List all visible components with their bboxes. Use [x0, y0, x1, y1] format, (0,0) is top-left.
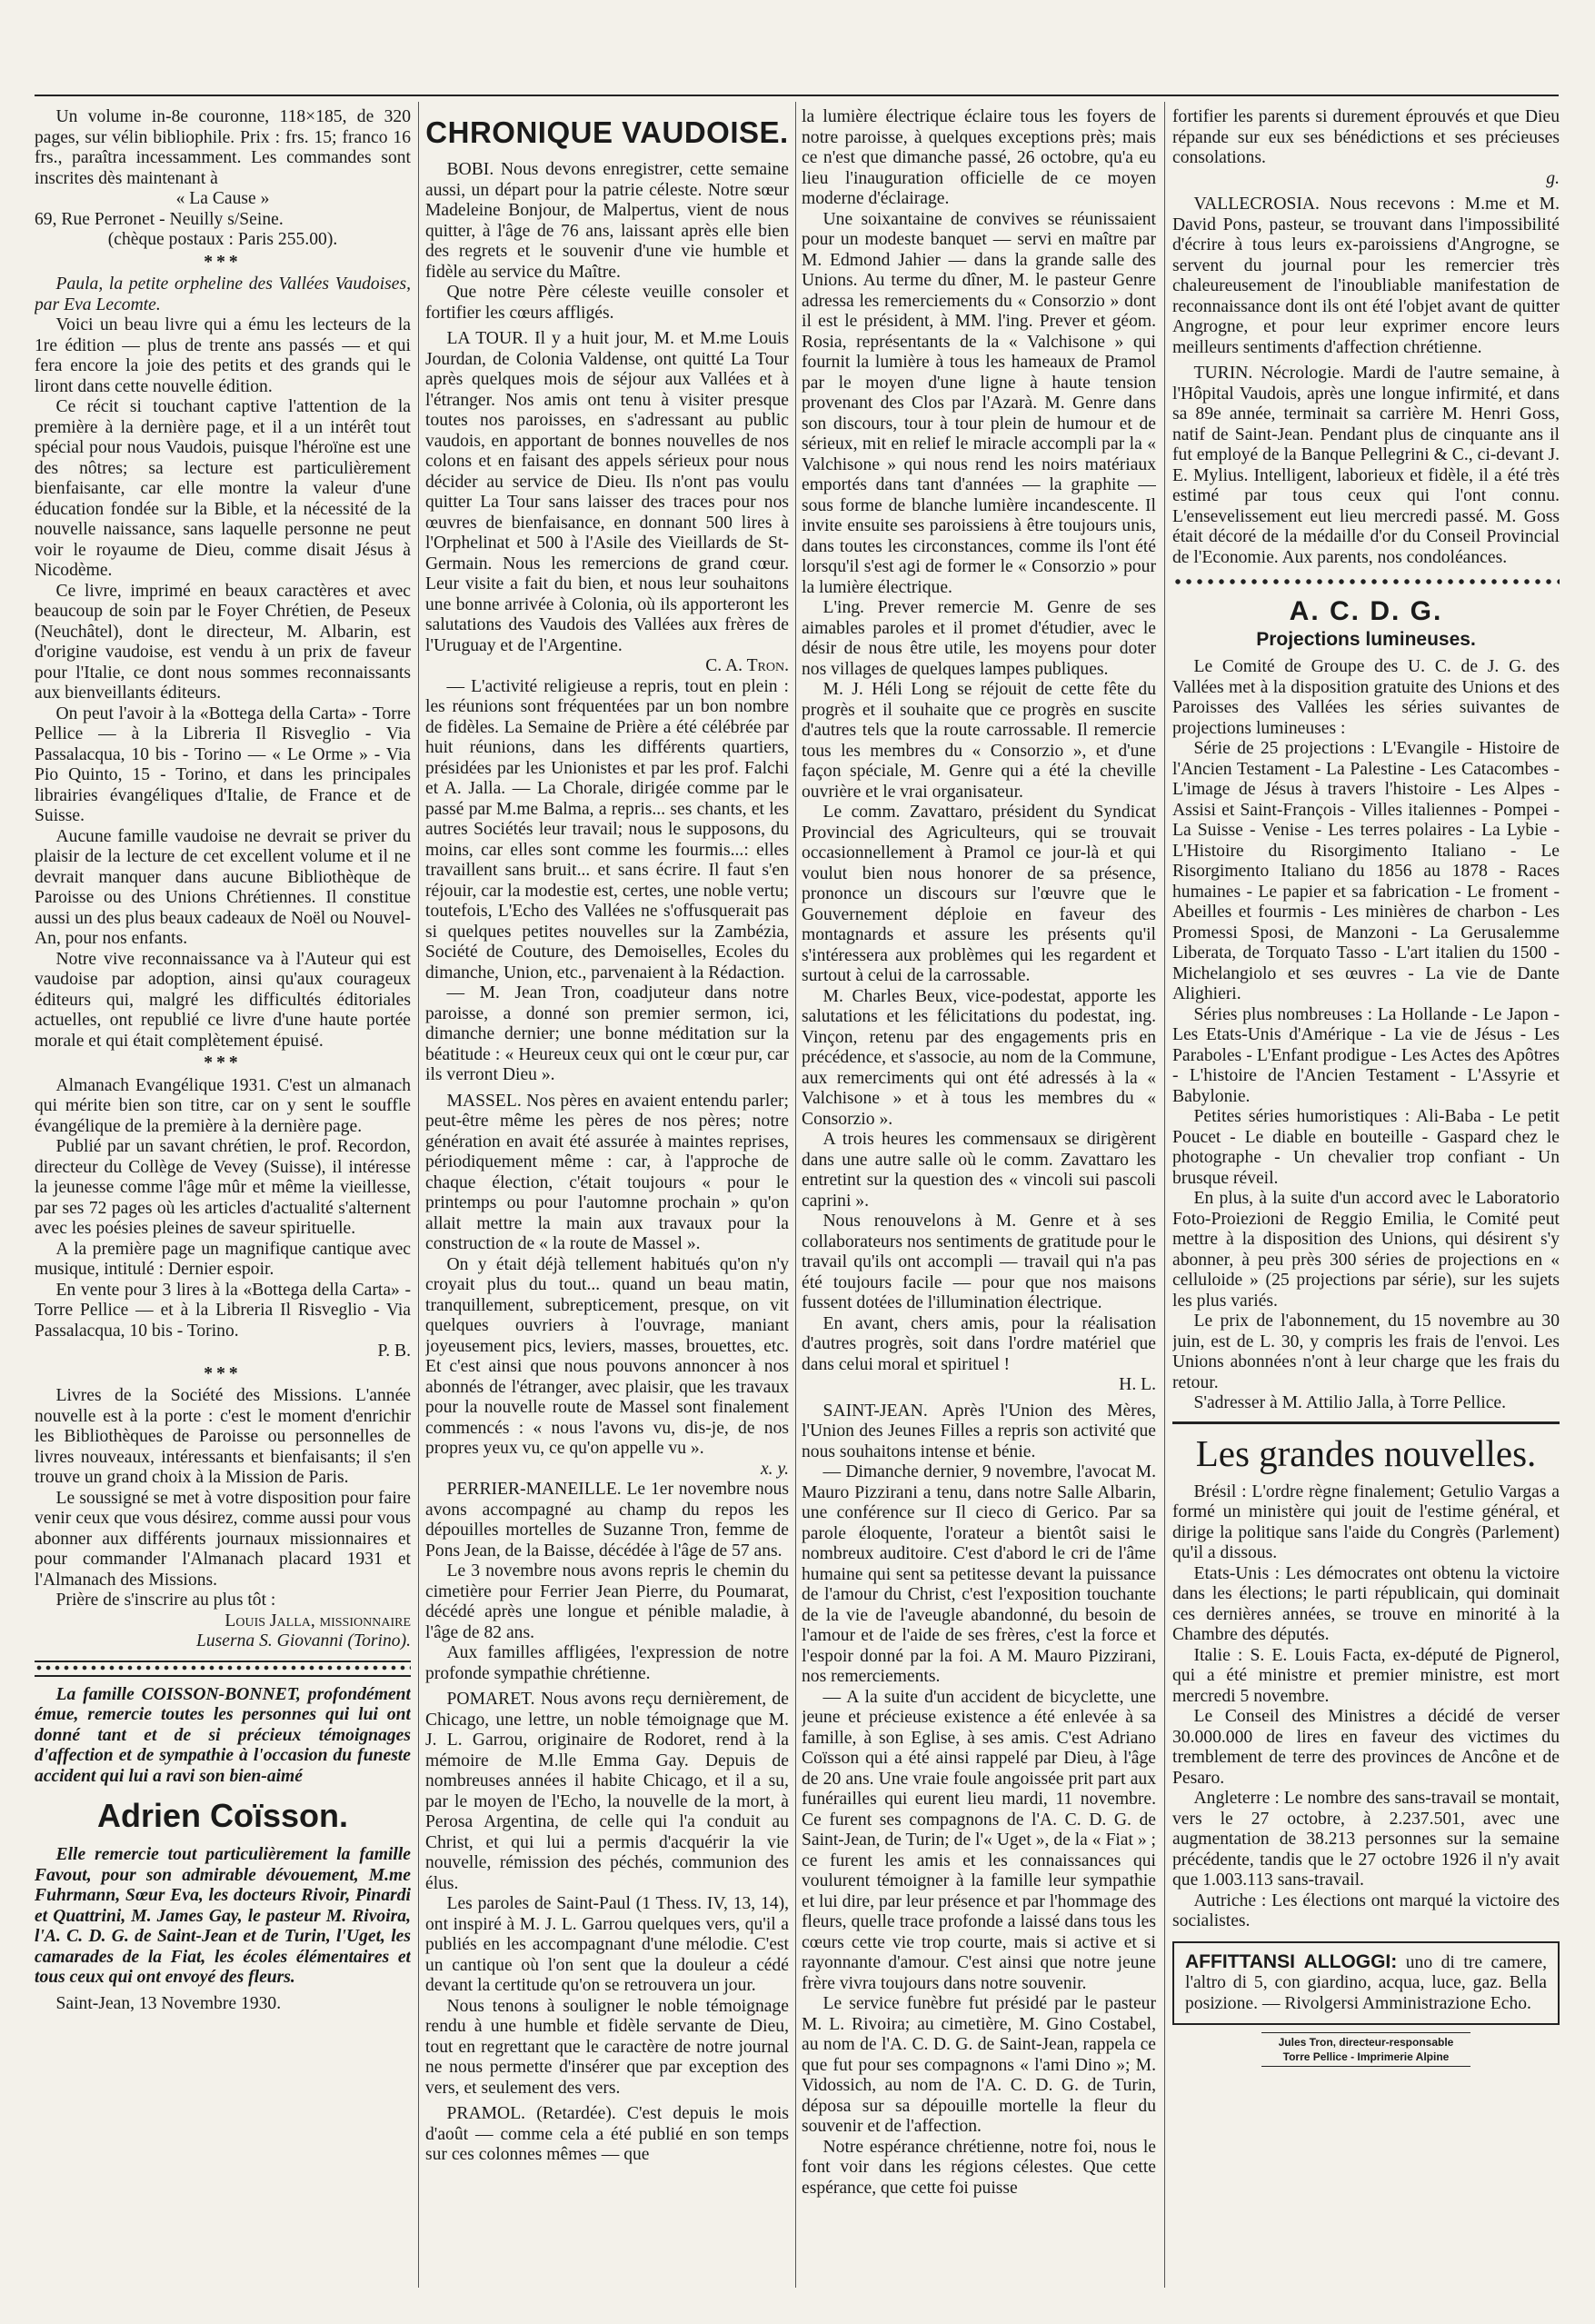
imprint-director: Jules Tron, directeur-responsable: [1278, 2036, 1454, 2049]
paragraph: Almanach Evangélique 1931. C'est un almanach qui mérite bien son titre, car on y sent le souffle évangélique de la première à la dernière page.: [35, 1075, 411, 1136]
paragraph: Séries plus nombreuses : La Hollande - Le Japon - Les Etats-Unis d'Amérique - La vie de Jésus - Les Paraboles - L'Enfant prodigue - Les Actes des Apôtres - L'histoire de l'Ancien Testament - L'Assyrie et Babylonie.: [1172, 1004, 1560, 1106]
paragraph: fortifier les parents si durement éprouvés et que Dieu répande sur eux ses bénédictions et ses précieuses consolations.: [1172, 107, 1560, 167]
paragraph: POMARET. Nous avons reçu dernièrement, de Chicago, une lettre, un noble témoignage que M. J. L. Garrou, originaire de Rodoret, rend à la mémoire de M.lle Emma Gay. Depuis de nombreuses années il habite Chicago, et il a su, par le moyen de l'Echo, la nouvelle de la mort, à Perosa Argentina, de celle qui l'a conduit au Christ, et qui lui a permis d'acquérir la vie nouvelle, rémission des péchés, communion des élus.: [425, 1690, 789, 1893]
date-line: Saint-Jean, 13 Novembre 1930.: [55, 1993, 282, 2013]
paragraph: SAINT-JEAN. Après l'Union des Mères, l'Union des Jeunes Filles a repris son activité que nous souhaitons intense et bénie.: [802, 1401, 1156, 1461]
column-separator: [418, 102, 419, 2288]
book-title: Paula, la petite orpheline des Vallées Vaudoises, par Eva Lecomte.: [35, 274, 411, 314]
signature: P. B.: [377, 1342, 411, 1361]
imprint-printer: Torre Pellice - Imprimerie Alpine: [1282, 2050, 1450, 2063]
paragraph: — L'activité religieuse a repris, tout en plein : les réunions sont fréquentées par un bon nombre de fidèles. La Semaine de Prière a été célébrée par huit réunions, dans les différents quartiers, présidées par les Unionistes et par les prof. Falchi et A. Jalla. — La Chorale, dirigée comme par le passé par M.me Balma, a repris... ses chants, et les autres Sociétés leur travail; nous le supposons, du moins, car elles sont comme les fourmis...: elles travaillent sans bruit... et sans écrire. Il faut s'en réjouir, car la modestie est, certes, une noble vertu; toutefois, L'Echo des Vallées ne s'offusquerait pas si quelques petites nouvelles sur la Zambézia, Société de Couture, des Demoiselles, Ecoles du dimanche, Union, etc., parvenaient à la Rédaction.: [425, 676, 789, 982]
paragraph: Aux familles affligées, l'expression de notre profonde sympathie chrétienne.: [425, 1643, 789, 1683]
address-line: (chèque postaux : Paris 255.00).: [107, 230, 338, 249]
section-title: A. C. D. G.: [1289, 596, 1443, 626]
imprint: [1261, 2032, 1470, 2067]
paragraph: — Dimanche dernier, 9 novembre, l'avocat M. Mauro Pizzirani a tenu, dans notre Salle Albarin, une conférence sur Il cieco di Gerico. Par sa parole éloquente, l'orateur a bientôt saisi le nombreux auditoire. C'est d'abord le cri de l'âme humaine qui sent sa petitesse devant la puissance de l'amour du Christ, c'est l'exposition touchante de la vie de l'aveugle abandonné, du besoin de l'amour et de l'aide de ses frères, c'est la force et l'espoir donné par la foi. A M. Mauro Pizzirani, nos remerciements.: [802, 1462, 1156, 1686]
divider: [1172, 1421, 1560, 1424]
column-separator: [795, 102, 796, 2288]
classified-ad: [1172, 1941, 1560, 2026]
column-3: [802, 107, 1156, 2291]
paragraph: Publié par un savant chrétien, le prof. Recordon, directeur du Collège de Vevey (Suisse), il intéresse la jeunesse comme l'âge mûr et même la vieillesse, par ses 72 pages où les articles d'actualité s'alternent avec les poésies pleines de saveur spirituelle.: [35, 1137, 411, 1238]
paragraph: VALLECROSIA. Nous recevons : M.me et M. David Pons, pasteur, se trouvant dans l'impossibilité d'écrire à tous leurs ex-paroissiens d'Angrogne, se servent du journal pour les remercier très chaleureusement de l'inoubliable manifestation de reconnaissance dont ils ont été l'objet avant de quitter Angrogne, et pour leur exprimer encore leurs meilleurs sentiments d'affection chrétienne.: [1172, 194, 1560, 357]
paragraph: — M. Jean Tron, coadjuteur dans notre paroisse, a donné son premier sermon, ici, dimanche dernier; une bonne méditation sur la béatitude : « Heureux ceux qui ont le cœur pur, car ils verront Dieu ».: [425, 983, 789, 1084]
address-line: « La Cause »: [175, 189, 270, 208]
paragraph: A trois heures les commensaux se dirigèrent dans une autre salle où le comm. Zavattaro les entretint sur la question des « vincoli sui pascoli caprini ».: [802, 1130, 1156, 1211]
paragraph: Prière de s'inscrire au plus tôt :: [55, 1591, 276, 1610]
signature: g.: [1546, 168, 1560, 188]
separator-stars: ***: [204, 1363, 242, 1383]
paragraph: la lumière électrique éclaire tous les foyers de notre paroisse, à quelques exceptions près; mais ce n'est que dimanche passé, 26 octobre, qu'a eu lieu l'inauguration officielle de ce moyen moderne d'éclairage.: [802, 107, 1156, 208]
column-separator: [1164, 102, 1165, 2288]
news-item: Angleterre : Le nombre des sans-travail se montait, vers le 27 octobre, à 2.237.501, avec une augmentation de 38.213 personnes sur la semaine précédente, tandis que le 27 octobre 1926 il n'y avait que 1.003.113 sans-travail.: [1172, 1789, 1560, 1890]
paragraph: S'adresser à M. Attilio Jalla, à Torre Pellice.: [1193, 1393, 1507, 1412]
paragraph: Notre vive reconnaissance va à l'Auteur qui est vaudoise par adoption, ainsi qu'aux courageux éditeurs qui, malgré les difficultés éditoriales actuelles, ont republié ce livre d'une haute portée morale et qui était complètement épuisé.: [35, 949, 411, 1051]
paragraph: L'ing. Prever remercie M. Genre de ses aimables paroles et il promet d'étudier, avec le désir de nous être utile, les moyens pour doter nos villages de quelques lampes publiques.: [802, 598, 1156, 679]
signature: Luserna S. Giovanni (Torino).: [195, 1631, 411, 1651]
paragraph: TURIN. Nécrologie. Mardi de l'autre semaine, à l'Hôpital Vaudois, après une longue infirmité, et dans sa 89e année, terminait sa carrière M. Henri Goss, natif de Saint-Jean. Pendant plus de cinquante ans il fut employé de la Banque Pellegrini & C., ci-devant J. E. Mylius. Intelligent, laborieux et fidèle, il a été très estimé par tous ceux qui l'ont connu. L'ensevelissement eut lieu mercredi passé. M. Goss était décoré de la médaille d'or du Conseil Provincial de l'Economie. Aux parents, nos condoléances.: [1172, 364, 1560, 567]
paragraph: M. J. Héli Long se réjouit de cette fête du progrès et il souhaite que ce progrès en suscite d'autres tels que la route carrossable. Il remercie tous les membres du « Consorzio », et d'une façon spéciale, M. Genre qui a été la cheville ouvrière et le vrai organisateur.: [802, 680, 1156, 802]
paragraph: Un volume in-8e couronne, 118×185, de 320 pages, sur vélin bibliophile. Prix : frs. 15; franco 16 frs., paraîtra incessamment. Les commandes sont inscrites dès maintenant à: [35, 107, 411, 188]
paragraph: Notre espérance chrétienne, notre foi, nous le font voir dans les régions célestes. Que cette espérance, que cette foi puisse: [802, 2137, 1156, 2198]
paragraph: Série de 25 projections : L'Evangile - Histoire de l'Ancien Testament - La Palestine - Les Catacombes - L'image de Jésus à travers l'histoire - Les Alpes - Assisi et Saint-François - Villes italiennes - Pompei - La Suisse - Venise - Les terres polaires - La Lybie - L'Histoire du Risorgimento Italiano - Le Risorgimento Italiano du 1856 au 1878 - Races humaines - Le papier et sa fabrication - Le froment - Abeilles et fourmis - Les minières de charbon - Les Promessi Sposi, de Manzoni - La Gerusalemme Liberata, de Torquato Tasso - L'art italien du 1500 - Michelangiolo et ses œuvres - La vie de Dante Alighieri.: [1172, 739, 1560, 1003]
paragraph: Livres de la Société des Missions. L'année nouvelle est à la porte : c'est le moment d'enrichir les Bibliothèques de Paroisse ou personnelles de livres nouveaux, intéressants et bienfaisants; il s'en trouve un grand choix à la Mission de Paris.: [35, 1386, 411, 1487]
paragraph: Voici un beau livre qui a ému les lecteurs de la 1re édition — plus de trente ans passés — et qui fera encore la joie des petits et des grands qui le liront dans cette nouvelle édition.: [35, 315, 411, 396]
paragraph: Ce récit si touchant captive l'attention de la première à la dernière page, et il a un intérêt tout spécial pour nous Vaudois, puisque l'héroïne est une des nôtres; sa lecture est particulièrement bienfaisante, car elle montre la valeur d'une éducation fondée sur la Bible, et la nécessité de la nouvelle naissance, sans laquelle personne ne peut voir le royaume de Dieu, comme disait Jésus à Nicodème.: [35, 397, 411, 580]
paragraph: Les paroles de Saint-Paul (1 Thess. IV, 13, 14), ont inspiré à M. J. L. Garrou quelques vers, qu'il a publiés en les accompagnant d'une mélodie. C'est un cantique où l'on sent que la douleur a cédé devant la certitude qu'on se retrouvera un jour.: [425, 1894, 789, 1995]
paragraph: — A la suite d'un accident de bicyclette, une jeune et précieuse existence a été enlevée à sa famille, à son Eglise, à ses amis. C'est Adriano Coïsson qui a été ainsi rappelé par Dieu, à l'âge de 20 ans. Une vraie foule angoissée prit part aux funérailles qui eurent lieu mardi, 11 novembre. Ce furent ses compagnons de l'A. C. D. G. de Saint-Jean, de Turin; de l'« Uget », de la « Fiat » ; ce furent les amis et les connaissances qui voulurent témoigner à la famille leur sympathie et lui dire, par leur présence et par l'hommage des fleurs, quelle trace profonde a laissé dans tous les cœurs cette vie trop courte, mais si active et si rayonnante d'amour. C'est ainsi que notre jeune frère vivra toujours dans notre souvenir.: [802, 1687, 1156, 1993]
paragraph: Le prix de l'abonnement, du 15 novembre au 30 juin, est de L. 30, y compris les frais de l'envoi. Les Unions abonnées n'ont à leur charge que les frais du retour.: [1172, 1312, 1560, 1392]
paragraph: On y était déjà tellement habitués qu'on n'y croyait plus du tout... quand un beau matin, tranquillement, subrepticement, presque, on vit quelques ouvriers à l'ouvrage, maniant joyeusement pics, leviers, masses, brouettes, etc. Et c'est ainsi que nous pouvons annoncer à nos abonnés de l'étranger, avec plaisir, que les travaux pour la nouvelle route de Massel sont finalement commencés : « nous l'avons vu, dis-je, de nos propres yeux vu, ce qu'on appelle vu ».: [425, 1254, 789, 1458]
ornament-bar: [35, 1661, 411, 1677]
paragraph: Nous renouvelons à M. Genre et à ses collaborateurs nos sentiments de gratitude pour le travail qu'ils ont accompli — travail qui n'a pas été toujours facile — pour que nos maisons fussent dotées de l'illumination électrique.: [802, 1212, 1156, 1312]
paragraph: En avant, chers amis, pour la réalisation d'autres progrès, soit dans l'ordre matériel que dans celui moral et spirituel !: [802, 1313, 1156, 1374]
signature: Louis Jalla, missionnaire: [224, 1611, 411, 1631]
paragraph: Ce livre, imprimé en beaux caractères et avec beaucoup de soin par le Foyer Chrétien, de Peseux (Neuchâtel), dont le directeur, M. Albarin, est d'origine vaudoise, est vendu à un prix de faveur pour l'Italie, ce dont nous sommes reconnaissants aux bienveillants éditeurs.: [35, 581, 411, 703]
paragraph: Aucune famille vaudoise ne devrait se priver du plaisir de la lecture de cet excellent volume et il ne devrait manquer dans aucune Bibliothèque de Paroisse ou des Unions Chrétiennes. Il constitue aussi un des plus beaux cadeaux de Noël ou Nouvel-An, pour nos enfants.: [35, 826, 411, 948]
paragraph: Le service funèbre fut présidé par le pasteur M. L. Rivoira; au cimetière, M. Gino Costabel, au nom de l'A. C. D. G. de Saint-Jean, rappela ce que fut pour ses compagnons « l'ami Dino »; M. Vidossich, au nom de l'A. C. D. G. de Turin, déposa sur sa dépouille mortelle la fleur du souvenir et de l'affection.: [802, 1994, 1156, 2136]
paragraph: Une soixantaine de convives se réunissaient pour un modeste banquet — servi en maître par M. Edmond Jahier — dans la grande salle des Unions. Au terme du dîner, M. le pasteur Genre adressa les remerciements du « Consorzio » dont il est le président, à MM. l'ing. Prever et géom. Rosia, représentants de la « Valchisone » qui fournit la lumière à tous les hameaux de Pramol par le moyen d'une ligne à haute tension provenant des Clos par l'Azarà. M. Genre dans son discours, tour à tour plein de humour et de sérieux, mit en relief le miracle accompli par la « Valchisone » qui nous rend les noirs matériaux emportés dans tant d'années — la graphite — sous forme de blanche lumière incandescente. Il invite ensuite ses paroissiens à être toujours unis, dans toutes les circonstances, comme ils l'ont été lorsqu'il s'est agi de former le « Consorzio » pour la lumière électrique.: [802, 209, 1156, 597]
top-rule: [35, 95, 1559, 96]
signature: C. A. Tron.: [705, 656, 789, 675]
column-1: [35, 107, 411, 2291]
column-4: [1172, 107, 1560, 2291]
thanks-notice: Elle remercie tout particulièrement la famille Favout, pour son admirable dévouement, M.me Fuhrmann, Sœur Eva, les docteurs Rivoir, Pinardi et Quattrini, M. James Gay, le pasteur M. Rivoira, l'A. C. D. G. de Saint-Jean et de Turin, l'Uget, les camarades de la Fiat, les écoles élémentaires et tous ceux qui ont envoyé des fleurs.: [35, 1845, 411, 1987]
paragraph: BOBI. Nous devons enregistrer, cette semaine aussi, un départ pour la patrie céleste. Notre sœur Madeleine Bonjour, de Malpertus, vient de nous quitter, à l'âge de 76 ans, laissant après elle bien des regrets et le souvenir d'une vie humble et fidèle au service du Maître.: [425, 160, 789, 282]
paragraph: Le comm. Zavattaro, président du Syndicat Provincial des Agriculteurs, qui se trouvait occasionnellement à Pramol ce jour-là et qui voulut bien nous honorer de sa présence, prononce un discours sur l'œuvre que le Gouvernement déploie en faveur des montagnards et assure les présents qu'il s'intéressera aux problèmes qui les regardent et surtout à celui de la carrossable.: [802, 803, 1156, 985]
section-subtitle: Projections lumineuses.: [1256, 629, 1476, 650]
ad-lead: AFFITTANSI ALLOGGI:: [1185, 1950, 1398, 1972]
paragraph: M. Charles Beux, vice-podestat, apporte les salutations et les félicitations du podestat, ing. Vinçon, retenu par des engagements pris en précédence, et s'associe, au nom de la Commune, aux remerciments qui ont été adressés à la « Valchisone » et à tous les membres du « Consorzio ».: [802, 986, 1156, 1129]
section-title: Les grandes nouvelles.: [1195, 1431, 1537, 1474]
paragraph: Le soussigné se met à votre disposition pour faire venir ceux que vous désirez, comme aussi pour vous abonner aux différents journaux missionnaires et pour commander l'Almanach placard 1931 et l'Almanach des Missions.: [35, 1488, 411, 1590]
paragraph: A la première page un magnifique cantique avec musique, intitulé : Dernier espoir.: [35, 1239, 411, 1279]
news-item: Brésil : L'ordre règne finalement; Getulio Vargas a formé un ministère qui jouit de l'estime général, et dirige la politique sans l'aide du Congrès (Parlement) qu'il a dissous.: [1172, 1481, 1560, 1562]
news-item: Autriche : Les élections ont marqué la victoire des socialistes.: [1172, 1890, 1560, 1930]
separator-stars: ***: [204, 252, 242, 272]
news-item: Italie : S. E. Louis Facta, ex-député de Pignerol, qui a été ministre et premier ministre, est mort mercredi 5 novembre.: [1172, 1645, 1560, 1706]
paragraph: Que notre Père céleste veuille consoler et fortifier les cœurs affligés.: [425, 283, 789, 323]
section-title: CHRONIQUE VAUDOISE.: [425, 115, 789, 149]
column-2: [425, 107, 789, 2291]
paragraph: PERRIER-MANEILLE. Le 1er novembre nous avons accompagné au champ du repos les dépouilles mortelles de Suzanne Tron, femme de Pons Jean, de la Baisse, décédée à l'âge de 57 ans.: [425, 1480, 789, 1561]
paragraph: Petites séries humoristiques : Ali-Baba - Le petit Poucet - Le diable en bouteille - Gaspard chez le photographe - Un chevalier trop confiant - Un brusque réveil.: [1172, 1107, 1560, 1188]
paragraph: MASSEL. Nos pères en avaient entendu parler; peut-être même les pères de nos pères; notre génération en avait été assurée à maintes reprises, périodiquement même : car, à l'approche de chaque élection, c'était toujours « pour le printemps ou pour l'automne prochain » qu'on allait mettre la main aux travaux pour la construction de « la route de Massel ».: [425, 1091, 789, 1253]
paragraph: On peut l'avoir à la «Bottega della Carta» - Torre Pellice — à la Libreria Il Risveglio - Via Passalacqua, 10 bis - Torino — « Le Orme » - Via Pio Quinto, 15 - Torino, et dans les principales librairies évangéliques d'Italie, de France et de Suisse.: [35, 703, 411, 825]
paragraph: LA TOUR. Il y a huit jour, M. et M.me Louis Jourdan, de Colonia Valdense, ont quitté La Tour après quelques mois de séjour aux Vallées et à l'étranger. Nos amis ont tenu à visiter presque toutes nos paroisses, en s'adressant au public vaudois, en apportant de bonnes nouvelles de nos colons et en faisant des appels sérieux pour nous décider au service de Dieu. Ils n'ont pas voulu quitter La Tour sans laisser des traces pour nos œuvres de bienfaisance, en donnant 500 lires à l'Orphelinat et 500 à l'Asile des Vieillards de St-Germain. Nous les remercions de grand cœur. Leur visite a fait du bien, et nous leur souhaitons une bonne arrivée à Colonia, où ils apporteront les salutations des Vaudois des Vallées aux frères de l'Uruguay et de l'Argentine.: [425, 329, 789, 655]
news-item: Le Conseil des Ministres a décidé de verser 30.000.000 de lires en faveur des victimes du tremblement de terre des provinces de Ancône et de Pesaro.: [1172, 1707, 1560, 1788]
paragraph: En vente pour 3 lires à la «Bottega della Carta» - Torre Pellice — et à la Libreria Il Risveglio - Via Passalacqua, 10 bis - Torino.: [35, 1280, 411, 1341]
paragraph: Le 3 novembre nous avons repris le chemin du cimetière pour Ferrier Jean Pierre, du Poumarat, décédé après une longue et pénible maladie, à l'âge de 82 ans.: [425, 1561, 789, 1642]
paragraph: Nous tenons à souligner le noble témoignage rendu à une humble et fidèle servante de Dieu, tout en regrettant que le caractère de notre journal ne nous permette d'insérer que par exception des vers, et seulement des vers.: [425, 1996, 789, 2098]
ad-text: uno di tre camere, l'altro di 5, con giardino, acqua, luce, gaz. Bella posizione. — Rivolgersi Amministrazione Echo.: [1185, 1952, 1547, 2013]
separator-stars: ***: [204, 1053, 242, 1072]
signature: x. y.: [760, 1459, 789, 1479]
name-heading: Adrien Coïsson.: [96, 1797, 349, 1834]
news-item: Etats-Unis : Les démocrates ont obtenu la victoire dans les élections; le parti républicain, qui dominait ces dernières années, se trouve en minorité à la Chambre des députés.: [1172, 1563, 1560, 1644]
paragraph: Le Comité de Groupe des U. C. de J. G. des Vallées met à la disposition gratuite des Unions et des Paroisses des Vallées les séries suivantes de projections lumineuses :: [1172, 657, 1560, 738]
ornament-bar: [1172, 576, 1560, 587]
paragraph: PRAMOL. (Retardée). C'est depuis le mois d'août — comme cela a été publié en son temps sur ces colonnes mêmes — que: [425, 2104, 789, 2164]
paragraph: En plus, à la suite d'un accord avec le Laboratorio Foto-Proiezioni de Reggio Emilia, le Comité peut mettre à la disposition des Unions, qui désirent s'y abonner, à peu près 300 séries de projections en « celluloide » (25 projections par série), sur les sujets les plus variés.: [1172, 1189, 1560, 1311]
address-line: 69, Rue Perronet - Neuilly s/Seine.: [35, 209, 284, 229]
signature: H. L.: [1119, 1375, 1156, 1394]
thanks-notice: La famille COISSON-BONNET, profondément émue, remercie toutes les personnes qui lui ont donné tant et de si précieux témoignages d'affection et de sympathie à l'occasion du funeste accident qui lui a ravi son bien-aimé: [35, 1684, 411, 1786]
